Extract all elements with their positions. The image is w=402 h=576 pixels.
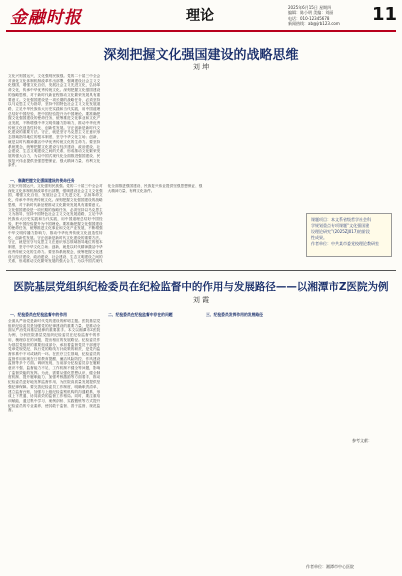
article1-title: 深刻把握文化强国建设的战略思维 xyxy=(103,48,299,63)
article1-body-upper: 文化兴则国运兴，文化强则民族强。党的二十届三中全会对深化文化体制机制改革作出部署，强调建设社会主义文化强国，增强文化自信，发展社会主义先进文化，弘扬革命文化，传承中华优秀传统文化。深刻把握文化强国建设的战略思维，对于新时代新征程推动文化繁荣发展具有重要意义。文化强国建设是一项长期的战略任务，必须坚持以马克思主义为指导，坚持中国特色社会主义文化发展道路，立足中华民族伟大历史实践和当代实践，用中国道理总结好中国经验，把中国经验提升为中国理论。要准确把握文化强国建设的使命任务，统筹推进文化事业和文化产业发展，不断增强中华文明传播力影响力，推动中华优秀传统文化创造性转化、创新性发展。守正创新是新时代文化建设的重要方法。守正，就是坚守马克思主义在意识形态领域指导地位的根本制度，坚守中华文化立场；创新，就是以时代精神激活中华优秀传统文化的生命力。要坚持系统观念，统筹把握文化建设与经济建设、政治建设、社会建设、生态文明建设之间的关系，形成推动文化繁荣发展的强大合力，为以中国式现代化全面推进强国建设、民族复兴伟业提供坚强思想保证、强大精神力量、有利文化条件。 xyxy=(8,74,101,168)
date-line: 2025年6月15日 星期四 xyxy=(288,5,332,10)
editor-line: 编辑：陈小明 美编：刘丽 xyxy=(288,10,334,16)
note-line: 性成果。 xyxy=(311,235,327,240)
article1-body-lower: 文化兴则国运兴，文化强则民族强。党的二十届三中全会对深化文化体制机制改革作出部署，强调建设社会主义文化强国，增强文化自信，发展社会主义先进文化，弘扬革命文化，传承中华优秀传统文化。深刻把握文化强国建设的战略思维，对于新时代新征程推动文化繁荣发展具有重要意义。文化强国建设是一项长期的战略任务，必须坚持以马克思主义为指导，坚持中国特色社会主义文化发展道路，立足中华民族伟大历史实践和当代实践，用中国道理总结好中国经验，把中国经验提升为中国理论。要准确把握文化强国建设的使命任务，统筹推进文化事业和文化产业发展，不断增强中华文明传播力影响力，推动中华优秀传统文化创造性转化、创新性发展。守正创新是新时代文化建设的重要方法。守正，就是坚守马克思主义在意识形态领域指导地位的根本制度，坚守中华文化立场；创新，就是以时代精神激活中华优秀传统文化的生命力。要坚持系统观念，统筹把握文化建设与经济建设、政治建设、社会建设、生态文明建设之间的关系，形成推动文化繁荣发展的强大合力，为以中国式现代化全面推进强国建设、民族复兴伟业提供坚强思想保证、强大精神力量、有利文化条件。 xyxy=(8,184,203,264)
article2-byline: 刘 霞 xyxy=(192,296,210,304)
section-name: 理论 xyxy=(186,8,214,24)
article2-body: 全面从严治党是新时代党的建设的鲜明主题。医院基层党组织纪检委员是加强党的纪律建设的重要力量，是推动全面从严治党向基层延伸的重要抓手。本文以湘潭市Z医院为例，分析医院基层党组织纪检委员在纪检监督中的作用，梳理存在的问题，提出相应的发展路径。纪检委员作为基层党组织的重要组成部分，承担着监督党员干部遵守党章党规党纪、执行党的路线方针政策的职责，是党内监督体系中不可或缺的一环。在医疗卫生领域，纪检委员的监督作用体现在日常教育提醒、廉洁风险防控、作风建设监督等多个方面。调研发现，当前部分纪检委员存在履职意识不强、监督能力不足、工作机制不健全等问题，影响了监督效能的发挥。为此，需要从强化思想认识、健全制度机制、提升履职能力、加强考核激励等方面着手，推动纪检委员更好地发挥监督作用，为医院高质量发展提供坚强纪律保障。要完善纪检委员工作制度，明确职责清单，建立监督台账，加强与上级纪检监察机构的沟通联系，形成上下贯通、协同高效的监督工作格局。同时，要注重培训赋能，通过集中学习、案例剖析、实践锻炼等方式提升纪检委员的专业素养，使其敢于监督、善于监督、规范监督。 xyxy=(8,319,101,413)
article-divider xyxy=(6,270,396,271)
page-number: 11 xyxy=(372,4,398,25)
note-line: 学规划重点专项课题“文化强国建 xyxy=(311,223,370,228)
article2-title: 医院基层党组织纪检委员在纪检监督中的作用与发展路径——以湘潭市Z医院为例 xyxy=(13,281,389,293)
masthead-rule xyxy=(6,30,396,32)
article2-subhead-2: 二、纪检委员在纪检监督中存在的问题 xyxy=(108,312,173,317)
phone-line: 电话：010-12345678 xyxy=(288,15,330,21)
article2-subhead-1: 一、纪检委员在纪检监督中的作用 xyxy=(10,312,67,317)
article2-subhead-3: 三、纪检委员发挥作用的发展路径 xyxy=(206,312,263,317)
masthead xyxy=(0,0,402,34)
article1-byline: 刘 坤 xyxy=(192,63,210,71)
issue-meta xyxy=(288,5,372,26)
note-line: 课题项目：本文系省级哲学社会科 xyxy=(311,217,371,222)
note-line: 设理论研究”(2025ZJ017)的阶段 xyxy=(311,229,370,234)
email-line: 新闻热线：ab@jrb123.com xyxy=(288,20,340,26)
paper-name: 金融时报 xyxy=(10,8,82,28)
author-affiliation: 作者单位：湘潭市中心医院 xyxy=(306,564,354,569)
note-line: 作者单位：中共某市委党校理论教研室 xyxy=(311,241,379,246)
article1-subhead-1: 一、准确把握文化强国建设的使命任务 xyxy=(10,178,75,183)
references-label: 参考文献： xyxy=(352,438,372,443)
author-note-box xyxy=(306,213,392,257)
